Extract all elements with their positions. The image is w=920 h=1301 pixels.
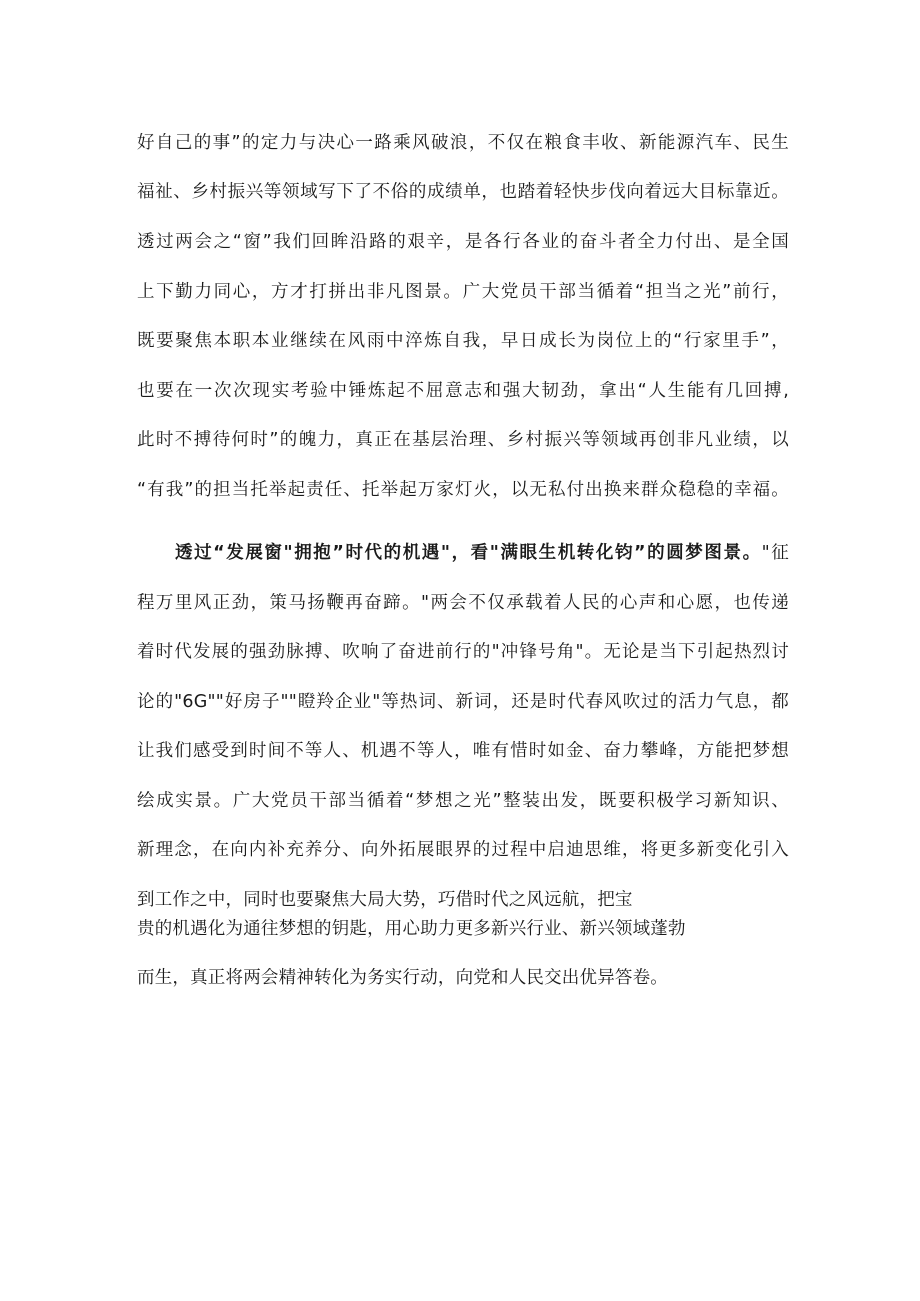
paragraph-2-line-1 (175, 542, 789, 564)
paragraph-2-lead-sentence: 透过“发展窗"拥抱”时代的机遇"，看"满眼生机转化钧”的圆梦图景。 (175, 543, 762, 563)
paragraph-1-line-7: 此时不搏待何时”的魄力，真正在基层治理、乡村振兴等领域再创非凡业绩，以 (137, 430, 789, 450)
paragraph-2-line-10: 而生，真正将两会精神转化为务实行动，向党和人民交出优异答卷。 (137, 968, 668, 988)
paragraph-1-line-3: 透过两会之“窗”我们回眸沿路的艰辛，是各行各业的奋斗者全力付出、是全国 (137, 232, 789, 252)
paragraph-2-line-5: 让我们感受到时间不等人、机遇不等人，唯有惜时如金、奋力攀峰，方能把梦想 (137, 741, 789, 761)
paragraph-1-line-8: “有我”的担当托举起责任、托举起万家灯火，以无私付出换来群众稳稳的幸福。 (137, 480, 789, 500)
paragraph-2-line-7: 新理念，在向内补充养分、向外拓展眼界的过程中启迪思维，将更多新变化引入 (137, 840, 789, 860)
paragraph-2-line-2: 程万里风正劲，策马扬鞭再奋蹄。"两会不仅承载着人民的心声和心愿，也传递 (137, 593, 789, 613)
paragraph-1-line-6: 也要在一次次现实考验中锤炼起不屈意志和强大韧劲，拿出“人生能有几回搏, (137, 381, 789, 401)
paragraph-1-line-4: 上下勤力同心，方才打拼出非凡图景。广大党员干部当循着“担当之光”前行， (137, 282, 789, 302)
paragraph-2-line-8: 到工作之中，同时也要聚焦大局大势，巧借时代之风远航，把宝 (137, 890, 633, 910)
paragraph-2-line-1-rest: "征 (761, 543, 789, 563)
paragraph-1-line-2: 福祉、乡村振兴等领域写下了不俗的成绩单，也踏着轻快步伐向着远大目标靠近。 (137, 182, 789, 202)
paragraph-2-line-6: 绘成实景。广大党员干部当循着“梦想之光”整装出发，既要积极学习新知识、 (137, 791, 789, 811)
paragraph-2-line-4: 论的"6G""好房子""瞪羚企业"等热词、新词，还是时代春风吹过的活力气息，都 (137, 692, 789, 712)
paragraph-2-line-3: 着时代发展的强劲脉搏、吹响了奋进前行的"冲锋号角"。无论是当下引起热烈讨 (137, 642, 789, 662)
paragraph-1-line-1: 好自己的事”的定力与决心一路乘风破浪，不仅在粮食丰收、新能源汽车、民生 (137, 133, 789, 153)
paragraph-2-line-9: 贵的机遇化为通往梦想的钥匙，用心助力更多新兴行业、新兴领域蓬勃 (137, 919, 686, 939)
paragraph-1-line-5: 既要聚焦本职本业继续在风雨中淬炼自我，早日成长为岗位上的“行家里手”， (137, 331, 789, 351)
